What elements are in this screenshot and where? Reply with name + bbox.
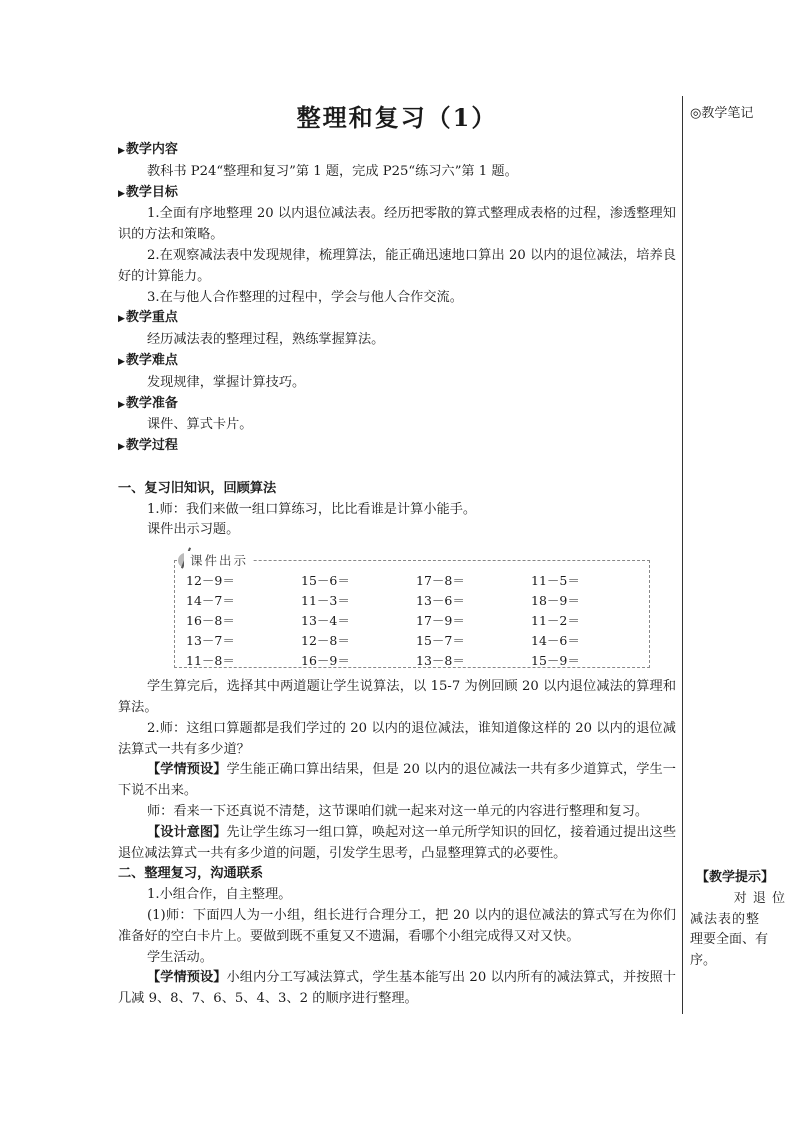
paragraph: 课件出示习题。 [147,522,240,538]
exercise-item: 15－9＝ [531,653,580,669]
section-heading-process: ▶教学过程 [118,438,178,454]
paragraph: 1.小组合作，自主整理。 [147,887,292,903]
exercise-item: 11－5＝ [531,573,580,589]
exercise-row [186,591,646,611]
exercise-item: 14－7＝ [186,593,235,609]
exercise-grid [186,571,646,671]
exercise-item: 13－8＝ [416,653,465,669]
exercise-item: 16－9＝ [301,653,350,669]
section-heading-content: ▶教学内容 [118,142,178,157]
key-text: 经历减法表的整理过程，熟练掌握算法。 [147,332,385,348]
exercise-row [186,631,646,651]
part1-heading: 一、复习旧知识，回顾算法 [118,480,277,496]
section-heading-difficulty: ▶教学难点 [118,352,178,368]
exercise-item: 14－6＝ [531,633,580,649]
paragraph: 2.师：这组口算题都是我们学过的 20 以内的退位减法，谁知道像这样的 20 以内的退位减法算式一共有多少道？ [118,720,676,757]
teaching-tip-line: 减法表的整 [690,911,761,927]
exercise-item: 15－7＝ [416,633,465,649]
teaching-tip-line: 理要全面、有 [690,932,769,948]
paragraph: 【设计意图】先让学生练习一组口算，唤起对这一单元所学知识的回忆，接着通过提出这些退位减法算式一共有多少道的问题，引发学生思考，凸显整理算式的必要性。 [118,824,677,861]
teaching-tip-line: 对 退 位 [733,890,786,906]
tag-prediction: 【学情预设】 [147,970,227,986]
exercise-row [186,651,646,671]
exercise-item: 15－6＝ [301,573,350,589]
bullet-arrow-icon: ▶ [118,314,125,325]
exercise-item: 12－8＝ [301,633,350,649]
exercise-item: 18－9＝ [531,593,580,609]
paragraph: (1)师：下面四人为一小组，组长进行合理分工，把 20 以内的退位减法的算式写在为你们准备好的空白卡片上。要做到既不重复又不遗漏，看哪个小组完成得又对又快。 [118,907,676,944]
paragraph: 师：看来一下还真说不清楚，这节课咱们就一起来对这一单元的内容进行整理和复习。 [147,803,649,819]
paragraph: 学生活动。 [147,949,213,965]
exercise-item: 13－6＝ [416,593,465,609]
paragraph: 【学情预设】学生能正确口算出结果，但是 20 以内的退位减法一共有多少道算式，学生一下说不出来。 [118,762,676,799]
paragraph: 【学情预设】小组内分工写减法算式，学生基本能写出 20 以内所有的减法算式，并按照十几减 9、8、7、6、5、4、3、2 的顺序进行整理。 [118,970,676,1007]
exercise-item: 17－8＝ [416,573,465,589]
bullet-arrow-icon: ▶ [118,399,125,410]
section-heading-key: ▶教学重点 [118,310,178,326]
difficulty-text: 发现规律，掌握计算技巧。 [147,374,306,390]
exercise-item: 13－7＝ [186,633,235,649]
bullet-arrow-icon: ▶ [118,146,125,156]
lesson-plan-body [118,96,676,1010]
teaching-tip-title: 【教学提示】 [695,870,774,885]
page-title: 整理和复习（1） [296,103,498,132]
goal-item: 3.在与他人合作整理的过程中，学会与他人合作交流。 [147,289,463,305]
exercise-item: 11－3＝ [301,593,350,609]
teaching-tip [690,868,786,972]
bullet-arrow-icon: ▶ [118,442,125,453]
exercise-item: 13－4＝ [301,613,350,629]
exercise-row [186,571,646,591]
exercise-item: 12－9＝ [186,573,235,589]
section-heading-prep: ▶教学准备 [118,395,178,411]
goal-item: 1.全面有序地整理 20 以内退位减法表。经历把零散的算式整理成表格的过程，渗透整理知识的方法和策略。 [118,206,676,243]
tag-design-intent: 【设计意图】 [147,824,227,840]
goal-item: 2.在观察减法表中发现规律，梳理算法，能正确迅速地口算出 20 以内的退位减法，培养良好的计算能力。 [118,247,676,284]
exercise-item: 11－8＝ [186,653,235,669]
exercise-item: 11－2＝ [531,613,580,629]
courseware-exercise-box [174,551,650,669]
teaching-tip-line: 序。 [690,953,717,969]
paragraph: 学生算完后，选择其中两道题让学生说算法，以 15-7 为例回顾 20 以内退位减法的算理和算法。 [118,679,676,715]
tag-prediction: 【学情预设】 [147,762,227,778]
teaching-notes-label: ◎教学笔记 [690,106,754,121]
exercise-row [186,611,646,631]
section-heading-goals: ▶教学目标 [118,184,178,200]
content-text: 教科书 P24“整理和复习”第 1 题，完成 P25“练习六”第 1 题。 [147,163,518,179]
margin-divider [682,96,683,1014]
part2-heading: 二、整理复习，沟通联系 [118,866,264,882]
bullet-arrow-icon: ▶ [118,356,125,367]
courseware-label: 课件出示 [184,551,252,572]
prep-text: 课件、算式卡片。 [147,417,253,433]
exercise-item: 17－9＝ [416,613,465,629]
paragraph: 1.师：我们来做一组口算练习，比比看谁是计算小能手。 [147,501,477,517]
exercise-item: 16－8＝ [186,613,235,629]
bullet-arrow-icon: ▶ [118,188,125,199]
